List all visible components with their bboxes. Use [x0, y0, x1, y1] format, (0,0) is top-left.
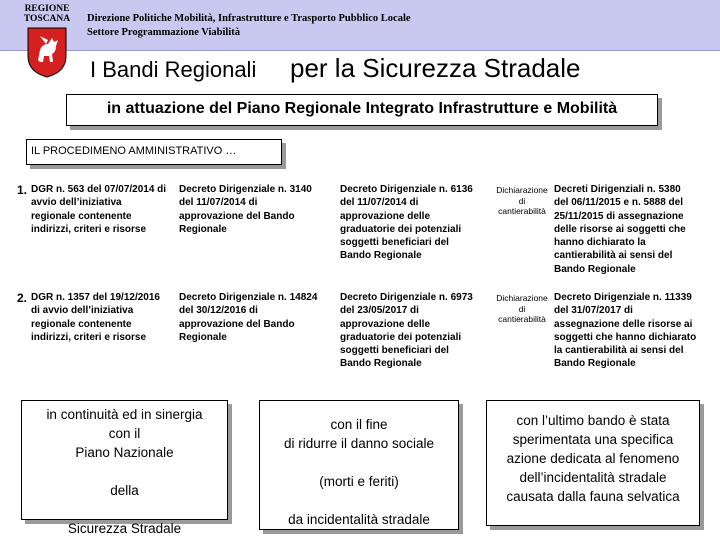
- bottom-box-national-plan: in continuità ed in sinergia con il Piano Nazionale della Sicurezza Stradale: [21, 400, 228, 520]
- row-2-decree-rankings: Decreto Dirigenziale n. 6973 del 23/05/2017 di approvazione delle graduatorie dei potenziali soggetti beneficiari del Bando Regionale: [340, 292, 473, 370]
- row-2-number: 2.: [17, 291, 28, 305]
- row-2-decree-assignment: Decreto Dirigenziale n. 11339 del 31/07/2017 di assegnazione delle risorse ai soggetti che hanno dichiarato la cantierabilità ai sensi del Bando Regionale: [554, 292, 697, 370]
- bottom-box-wildlife: con l’ultimo bando è stata sperimentata una specifica azione dedicata al fenomeno dell’incidentalità stradale causata dalla fauna selvatica: [486, 400, 700, 526]
- row-1-decree-approval: Decreto Dirigenziale n. 3140 del 11/07/2014 di approvazione del Bando Regionale: [179, 184, 312, 235]
- row-1-decree-assignment: Decreti Dirigenziali n. 5380 del 06/11/2015 e n. 5888 del 25/11/2015 di assegnazione delle risorse ai soggetti che hanno dichiarato la cantierabilità ai sensi del Bando Regionale: [554, 184, 686, 275]
- title-part-1: I Bandi Regionali: [90, 57, 257, 82]
- regione-toscana-logo: [22, 4, 72, 84]
- row-1-decree-rankings: Decreto Dirigenziale n. 6136 del 11/07/2014 di approvazione delle graduatorie dei potenziali soggetti beneficiari del Bando Regionale: [340, 184, 473, 262]
- row-1-dgr: DGR n. 563 del 07/07/2014 di avvio dell’iniziativa regionale contenente indirizzi, criteri e risorse: [31, 184, 167, 235]
- title-part-2: per la Sicurezza Stradale: [290, 53, 581, 83]
- row-2-dgr: DGR n. 1357 del 19/12/2016 di avvio dell’iniziativa regionale contenente indirizzi, criteri e risorse: [31, 292, 160, 343]
- row-2-declaration: Dichiarazione di cantierabilità: [496, 293, 548, 324]
- logo-text: REGIONE TOSCANA: [23, 4, 71, 24]
- department-line-2: Settore Programmazione Viabilità: [87, 27, 240, 38]
- row-1-declaration: Dichiarazione di cantierabilità: [496, 185, 548, 216]
- subtitle-text: in attuazione del Piano Regionale Integrato Infrastrutture e Mobilità: [106, 100, 618, 117]
- procedure-box: [26, 139, 282, 165]
- pegasus-shield-icon: [26, 26, 68, 78]
- procedure-label: IL PROCEDIMENO AMMINISTRATIVO …: [31, 145, 237, 157]
- subtitle-box: [66, 94, 658, 126]
- row-2-decree-approval: Decreto Dirigenziale n. 14824 del 30/12/2016 di approvazione del Bando Regionale: [179, 292, 318, 343]
- row-1-number: 1.: [17, 183, 28, 197]
- department-heading: [87, 12, 411, 40]
- bottom-box-social-damage: con il fine di ridurre il danno sociale (morti e feriti) da incidentalità stradale: [259, 400, 459, 530]
- department-line-1: Direzione Politiche Mobilità, Infrastrutture e Trasporto Pubblico Locale: [87, 13, 411, 24]
